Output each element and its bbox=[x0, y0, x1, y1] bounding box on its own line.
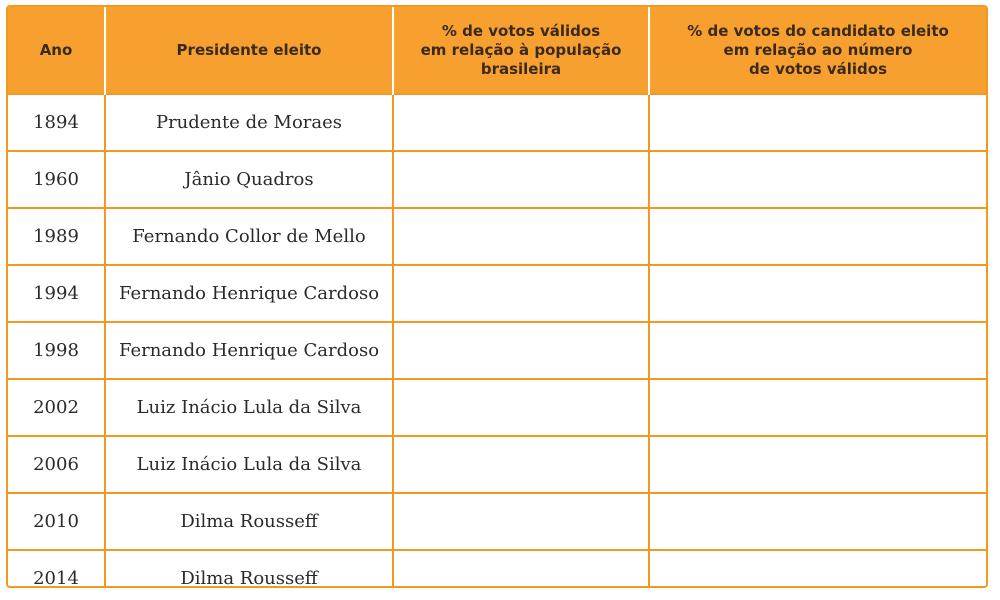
cell-pct-populacao[interactable] bbox=[393, 265, 649, 322]
table-body bbox=[8, 94, 986, 588]
cell-ano: 1894 bbox=[8, 94, 105, 151]
table-row bbox=[8, 379, 986, 436]
cell-ano: 2014 bbox=[8, 550, 105, 588]
header-pct-validos-line: de votos válidos bbox=[749, 59, 887, 78]
cell-ano: 1994 bbox=[8, 265, 105, 322]
header-pct-validos bbox=[649, 7, 986, 94]
header-ano: Ano bbox=[8, 7, 105, 94]
cell-ano: 1960 bbox=[8, 151, 105, 208]
cell-pct-validos[interactable] bbox=[649, 94, 986, 151]
cell-presidente: Dilma Rousseff bbox=[105, 550, 393, 588]
cell-ano: 1998 bbox=[8, 322, 105, 379]
header-pct-populacao-line: % de votos válidos bbox=[441, 21, 601, 40]
table-header-row bbox=[8, 7, 986, 94]
cell-pct-populacao[interactable] bbox=[393, 322, 649, 379]
cell-ano: 2002 bbox=[8, 379, 105, 436]
cell-pct-populacao[interactable] bbox=[393, 208, 649, 265]
header-pct-validos-line: % de votos do candidato eleito bbox=[687, 21, 949, 40]
table-row bbox=[8, 151, 986, 208]
header-presidente: Presidente eleito bbox=[105, 7, 393, 94]
table-row bbox=[8, 94, 986, 151]
header-pct-validos-line: em relação ao número bbox=[723, 40, 913, 59]
table-row bbox=[8, 265, 986, 322]
cell-presidente: Fernando Henrique Cardoso bbox=[105, 265, 393, 322]
election-table-container bbox=[6, 5, 988, 588]
cell-pct-populacao[interactable] bbox=[393, 151, 649, 208]
cell-pct-validos[interactable] bbox=[649, 151, 986, 208]
table-row bbox=[8, 208, 986, 265]
cell-pct-validos[interactable] bbox=[649, 493, 986, 550]
header-pct-populacao bbox=[393, 7, 649, 94]
header-pct-populacao-line: brasileira bbox=[480, 59, 562, 78]
cell-presidente: Jânio Quadros bbox=[105, 151, 393, 208]
cell-ano: 1989 bbox=[8, 208, 105, 265]
cell-presidente: Luiz Inácio Lula da Silva bbox=[105, 379, 393, 436]
cell-pct-validos[interactable] bbox=[649, 265, 986, 322]
cell-pct-populacao[interactable] bbox=[393, 436, 649, 493]
table-row bbox=[8, 322, 986, 379]
cell-presidente: Prudente de Moraes bbox=[105, 94, 393, 151]
cell-pct-populacao[interactable] bbox=[393, 379, 649, 436]
table-row bbox=[8, 493, 986, 550]
cell-ano: 2006 bbox=[8, 436, 105, 493]
cell-pct-validos[interactable] bbox=[649, 379, 986, 436]
cell-pct-populacao[interactable] bbox=[393, 550, 649, 588]
cell-presidente: Fernando Henrique Cardoso bbox=[105, 322, 393, 379]
cell-pct-validos[interactable] bbox=[649, 208, 986, 265]
table-row bbox=[8, 550, 986, 588]
header-pct-populacao-line: em relação à população bbox=[420, 40, 622, 59]
cell-presidente: Dilma Rousseff bbox=[105, 493, 393, 550]
cell-pct-validos[interactable] bbox=[649, 436, 986, 493]
table-row bbox=[8, 436, 986, 493]
cell-pct-populacao[interactable] bbox=[393, 94, 649, 151]
cell-pct-populacao[interactable] bbox=[393, 493, 649, 550]
cell-presidente: Fernando Collor de Mello bbox=[105, 208, 393, 265]
cell-pct-validos[interactable] bbox=[649, 550, 986, 588]
election-table bbox=[8, 7, 986, 588]
cell-presidente: Luiz Inácio Lula da Silva bbox=[105, 436, 393, 493]
cell-ano: 2010 bbox=[8, 493, 105, 550]
cell-pct-validos[interactable] bbox=[649, 322, 986, 379]
